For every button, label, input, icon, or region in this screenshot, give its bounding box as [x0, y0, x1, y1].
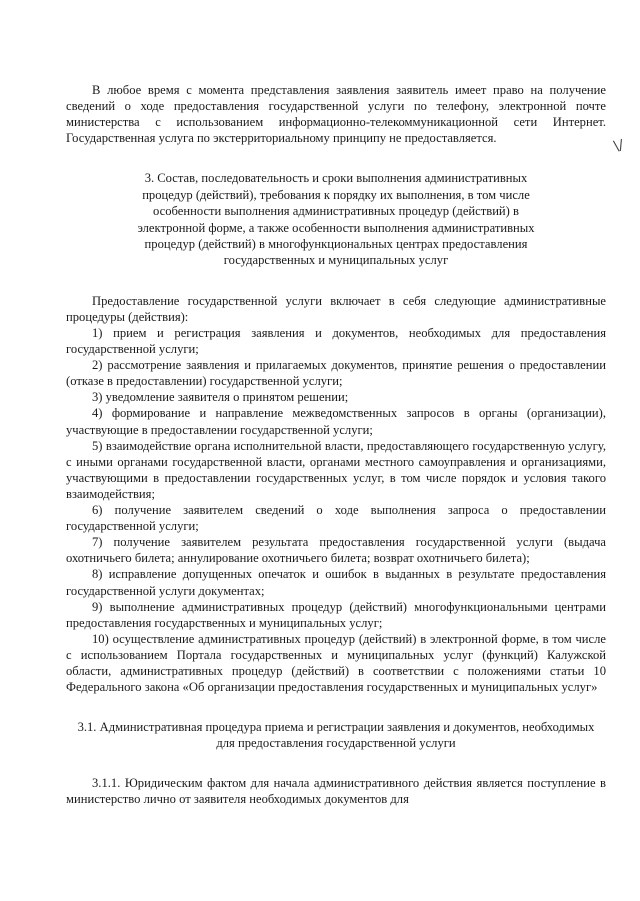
- procedure-item-6: 6) получение заявителем сведений о ходе выполнения запроса о предоставлении государственной услуги;: [66, 503, 606, 534]
- section-3-heading: 3. Состав, последовательность и сроки выполнения административных процедур (действий), требования к порядку их выполнения, в том числе особенности выполнения административных процедур (действий) в электронной форме, а также особенности выполнения административных процедур (действий) в многофункциональных центрах предоставления государственных и муниципальных услуг: [137, 171, 535, 268]
- procedure-item-1: 1) прием и регистрация заявления и документов, необходимых для предоставления государственной услуги;: [66, 326, 606, 357]
- procedures-list: [66, 293, 606, 695]
- section-3-intro: Предоставление государственной услуги включает в себя следующие административные процедуры (действия):: [66, 293, 606, 324]
- procedure-item-4: 4) формирование и направление межведомственных запросов в органы (организации), участвующие в предоставлении государственной услуги;: [66, 406, 606, 437]
- procedure-item-9: 9) выполнение административных процедур (действий) многофункциональными центрами предоставления государственных и муниципальных услуг;: [66, 599, 606, 630]
- document-body: [66, 82, 606, 808]
- intro-paragraph: В любое время с момента представления заявления заявитель имеет право на получение сведений о ходе предоставления государственной услуги по телефону, электронной почте министерства с использованием информационно-телекоммуникационной сети Интернет. Государственная услуга по экстерриториальному принципу не предоставляется.: [66, 83, 606, 146]
- procedure-item-10: 10) осуществление административных процедур (действий) в электронной форме, в том числе с использованием Портала государственных и муниципальных услуг (функций) Калужской области, административных процедур (действий) в соответствии с положениями статьи 10 Федерального закона «Об организации предоставления государственных и муниципальных услуг»: [66, 631, 606, 695]
- margin-handwritten-mark: \/: [612, 137, 625, 155]
- procedure-item-5: 5) взаимодействие органа исполнительной власти, предоставляющего государственную услугу, с иными органами государственной власти, органами местного самоуправления и организациями, участвующими в предоставлении государственных услуг, в том числе порядок и условия такого взаимодействия;: [66, 438, 606, 501]
- procedure-item-3: 3) уведомление заявителя о принятом решении;: [92, 390, 349, 405]
- procedure-item-7: 7) получение заявителем результата предоставления государственной услуги (выдача охотничьего билета; аннулирование охотничьего билета; возврат охотничьего билета);: [66, 535, 606, 566]
- section-3-1-heading: 3.1. Административная процедура приема и регистрации заявления и документов, необходимых для предоставления государственной услуги: [77, 720, 595, 751]
- section-3-1-1-paragraph: 3.1.1. Юридическим фактом для начала административного действия является поступление в министерство лично от заявителя необходимых документов для: [66, 776, 606, 807]
- procedure-item-8: 8) исправление допущенных опечаток и ошибок в выданных в результате предоставления государственной услуги документах;: [66, 567, 606, 598]
- procedure-item-2: 2) рассмотрение заявления и прилагаемых документов, принятие решения о предоставлении (отказе в предоставлении) государственной услуги;: [66, 358, 606, 389]
